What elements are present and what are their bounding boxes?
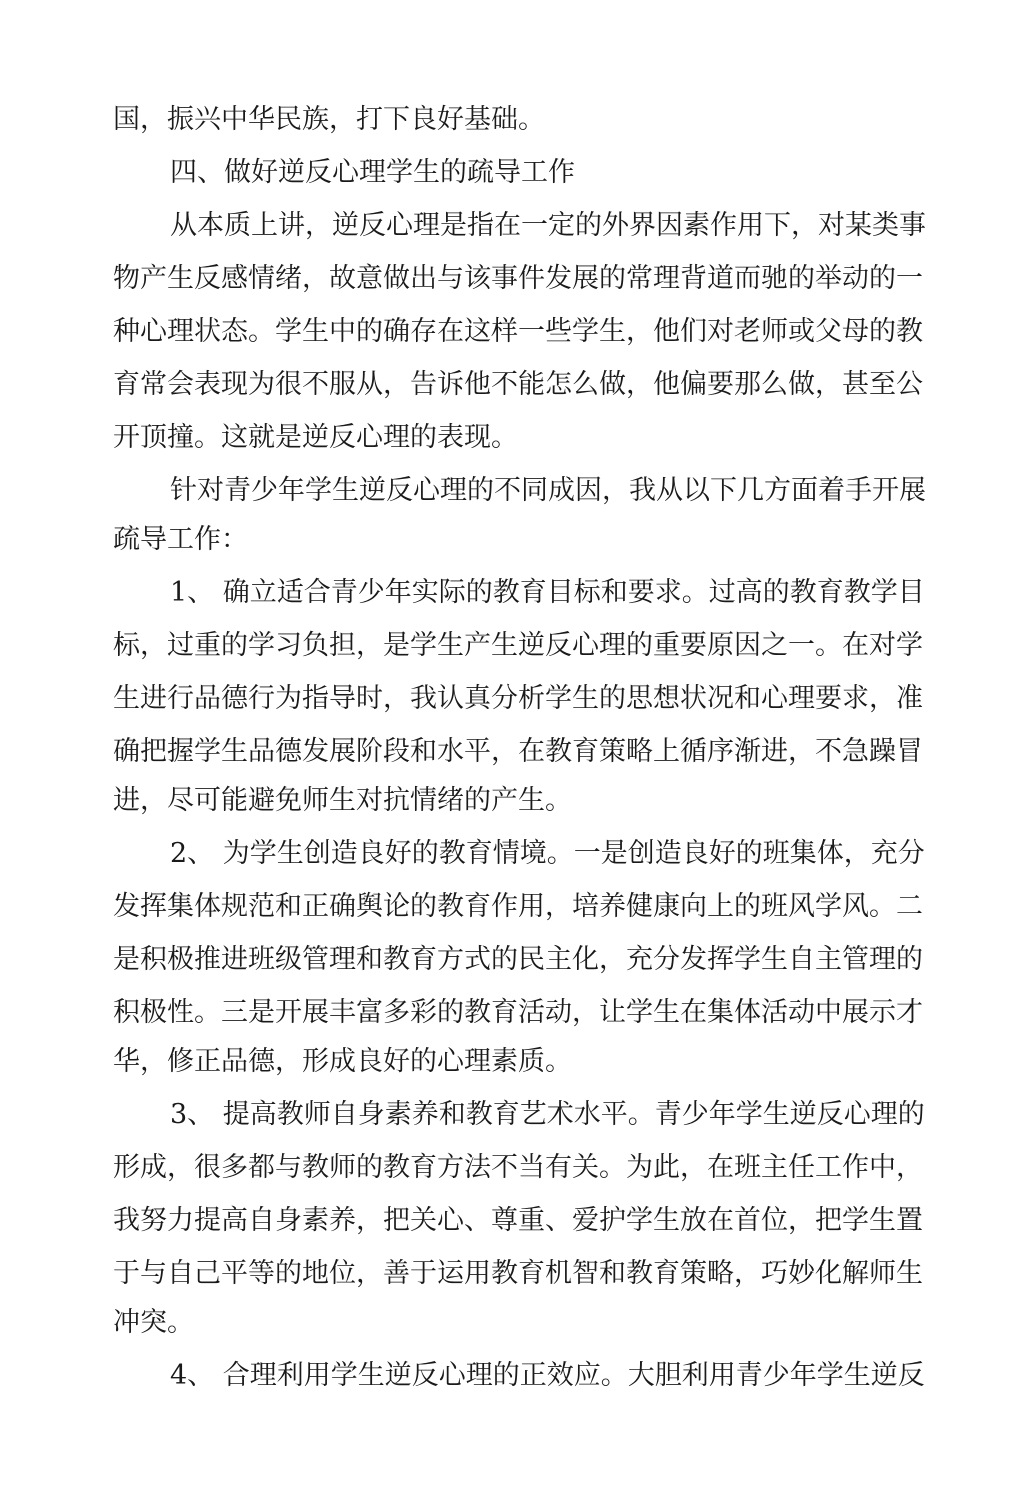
text-line: 生进行品德行为指导时，我认真分析学生的思想状况和心理要求，准 bbox=[113, 683, 923, 714]
section-heading: 四、做好逆反心理学生的疏导工作 bbox=[170, 157, 575, 188]
list-item-3: 3、 提高教师自身素养和教育艺术水平。青少年学生逆反心理的 bbox=[170, 1099, 925, 1130]
text-line: 形成，很多都与教师的教育方法不当有关。为此，在班主任工作中， bbox=[113, 1152, 923, 1183]
list-item-2: 2、 为学生创造良好的教育情境。一是创造良好的班集体，充分 bbox=[170, 838, 925, 869]
text-line: 发挥集体规范和正确舆论的教育作用，培养健康向上的班风学风。二 bbox=[113, 891, 923, 922]
text-line: 华，修正品德，形成良好的心理素质。 bbox=[113, 1046, 572, 1077]
text-line: 开顶撞。这就是逆反心理的表现。 bbox=[113, 422, 518, 453]
text-line: 我努力提高自身素养，把关心、尊重、爱护学生放在首位，把学生置 bbox=[113, 1205, 923, 1236]
text-line: 种心理状态。学生中的确存在这样一些学生，他们对老师或父母的教 bbox=[113, 316, 923, 347]
text-line: 国，振兴中华民族，打下良好基础。 bbox=[113, 104, 545, 135]
text-line: 疏导工作： bbox=[113, 524, 248, 555]
text-line: 物产生反感情绪，故意做出与该事件发展的常理背道而驰的举动的一 bbox=[113, 263, 923, 294]
text-line: 是积极推进班级管理和教育方式的民主化，充分发挥学生自主管理的 bbox=[113, 944, 923, 975]
text-line: 从本质上讲，逆反心理是指在一定的外界因素作用下，对某类事 bbox=[170, 210, 926, 241]
text-line: 确把握学生品德发展阶段和水平，在教育策略上循序渐进，不急躁冒 bbox=[113, 736, 923, 767]
text-line: 育常会表现为很不服从，告诉他不能怎么做，他偏要那么做，甚至公 bbox=[113, 369, 923, 400]
text-line: 于与自己平等的地位，善于运用教育机智和教育策略，巧妙化解师生 bbox=[113, 1258, 923, 1289]
text-line: 冲突。 bbox=[113, 1307, 194, 1338]
text-line: 标，过重的学习负担，是学生产生逆反心理的重要原因之一。在对学 bbox=[113, 630, 923, 661]
text-line: 进，尽可能避免师生对抗情绪的产生。 bbox=[113, 785, 572, 816]
text-line: 积极性。三是开展丰富多彩的教育活动，让学生在集体活动中展示才 bbox=[113, 997, 923, 1028]
list-item-1: 1、 确立适合青少年实际的教育目标和要求。过高的教育教学目 bbox=[170, 577, 925, 608]
text-line: 针对青少年学生逆反心理的不同成因，我从以下几方面着手开展 bbox=[170, 475, 926, 506]
list-item-4: 4、 合理利用学生逆反心理的正效应。大胆利用青少年学生逆反 bbox=[170, 1360, 925, 1391]
